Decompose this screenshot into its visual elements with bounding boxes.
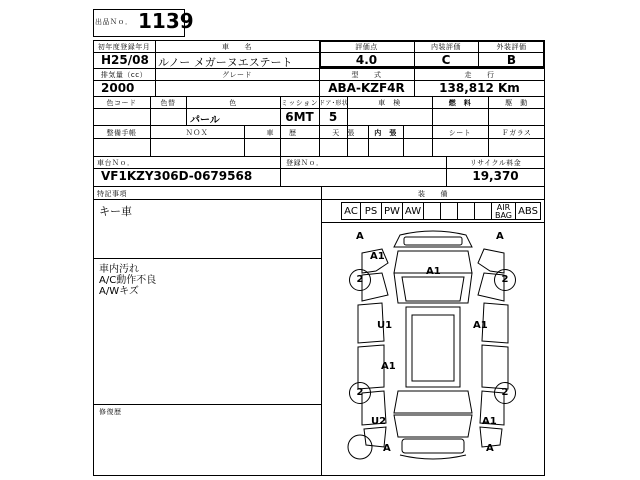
damage-a1-rear-right: A1 (482, 416, 497, 427)
equip-ps: PS (361, 202, 382, 220)
exterior-label: 外装評価 (496, 43, 527, 51)
interior-label: 内装評価 (431, 43, 461, 51)
nox-label: ＮＯＸ (185, 129, 209, 137)
row-line (93, 156, 545, 157)
damage-a-bottom-right: A (486, 443, 494, 454)
mission-value: 6MT (285, 110, 314, 124)
row-line (93, 258, 321, 259)
chassis-no-value: VF1KZY306D-0679568 (101, 169, 253, 183)
equip-abs: ABS (516, 202, 541, 220)
equip-blank (458, 202, 475, 220)
door-shape-label: ドア･形状 (319, 100, 349, 107)
score-label: 評価点 (355, 43, 378, 51)
tire-rear-right: 2 (494, 382, 516, 404)
door-value: 5 (328, 110, 338, 124)
model-label: 型 式 (351, 71, 382, 79)
equip-blank (475, 202, 492, 220)
col-line (403, 125, 404, 156)
damage-a-top-left: A (356, 231, 364, 242)
car-damage-diagram (322, 223, 544, 475)
fuel-label: 燃 料 (448, 99, 472, 107)
equip-pw: PW (382, 202, 403, 220)
roof-label: 天 張 (332, 129, 355, 137)
exhibit-number: 1139 (138, 9, 194, 33)
equip-aw: AW (403, 202, 424, 220)
sheet-label: シート (448, 129, 472, 137)
car-name-value: ルノー メガーヌエステート (158, 56, 293, 69)
remark-interior-dirt: 車内汚れ (99, 264, 139, 275)
grade-label: グレード (222, 71, 252, 79)
shaken-label: 車 検 (378, 99, 401, 107)
model-value: ABA-KZF4R (328, 81, 405, 95)
reg-no-label: 登録Ｎｏ． (286, 159, 324, 167)
damage-a1-right: A1 (473, 320, 488, 331)
exhibit-number-label: 出品Ｎｏ． (95, 18, 133, 26)
damage-u2-rear: U2 (371, 416, 387, 427)
remark-ac-fault: A/C動作不良 (99, 275, 157, 286)
displacement-label: 排気量（cc） (100, 71, 148, 79)
interior-value: C (441, 53, 451, 67)
row-line (93, 186, 545, 187)
damage-u1-left: U1 (377, 320, 393, 331)
history-label: 車 歴 (266, 129, 297, 137)
mileage-label: 走 行 (464, 71, 495, 79)
exterior-value: B (506, 53, 517, 67)
equipment-label: 装 備 (418, 190, 448, 198)
col-line (280, 156, 281, 186)
color-label: 色 (229, 99, 237, 107)
tire-rear-left: 2 (349, 382, 371, 404)
recycle-label: リサイクル料金 (469, 159, 522, 167)
chassis-no-label: 車台Ｎｏ． (97, 159, 135, 167)
mission-label: ミッション (280, 99, 319, 107)
manual-label: 整備手帳 (106, 129, 137, 137)
equip-airbag: AIR BAG (492, 202, 516, 220)
damage-a1-hood: A1 (426, 266, 441, 277)
row-line (93, 199, 545, 200)
equip-blank (424, 202, 441, 220)
damage-a1-rear-left: A1 (381, 361, 396, 372)
drive-label: 駆 動 (505, 99, 528, 107)
tire-front-right: 2 (494, 269, 516, 291)
row-line (93, 404, 321, 405)
color-value: パール (190, 115, 220, 126)
equip-ac: AC (341, 202, 361, 220)
remark-key: キー車 (99, 205, 132, 218)
first-reg-label: 初年度登録年月 (97, 43, 151, 51)
fglass-label: Ｆガラス (501, 129, 532, 137)
first-reg-value: H25/08 (101, 53, 149, 67)
equip-blank (441, 202, 458, 220)
remarks-label: 特記事項 (97, 190, 127, 198)
car-name-label: 車 名 (222, 43, 252, 51)
displacement-value: 2000 (101, 81, 135, 95)
repair-history-label: 修復歴 (99, 408, 122, 416)
tire-front-left: 2 (349, 269, 371, 291)
color-code-label: 色コード (106, 99, 137, 107)
inner-label: 内 張 (374, 129, 397, 137)
mileage-value: 138,812 Km (439, 81, 520, 95)
remark-aw-scratch: A/Wキズ (99, 286, 139, 297)
score-value: 4.0 (355, 53, 378, 67)
damage-a1-front-left: A1 (370, 251, 385, 262)
color-change-label: 色替 (160, 99, 176, 107)
recycle-value: 19,370 (472, 169, 519, 183)
damage-a-bottom-left: A (383, 443, 391, 454)
damage-a-top-right: A (496, 231, 504, 242)
